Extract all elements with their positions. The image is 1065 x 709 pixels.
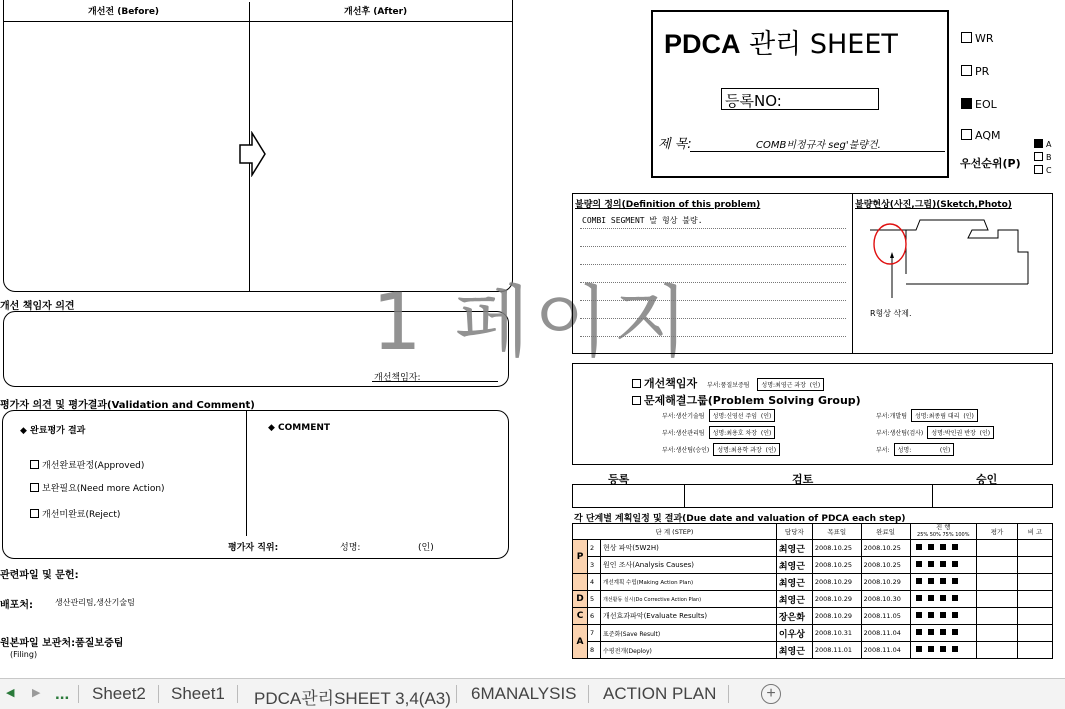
subject-line: [690, 151, 945, 152]
phase-c: C: [573, 608, 588, 625]
approval-divider: [684, 484, 685, 508]
owner-sign-label: 개선책임자:: [374, 373, 421, 383]
distribution-value: 생산관리팀,생산기술팀: [55, 598, 135, 607]
phase-a: A: [573, 625, 588, 659]
sheet-tab-bar: [0, 678, 1065, 709]
after-label: 개선후 (After): [344, 7, 408, 17]
filing-label: (Filing): [10, 650, 38, 659]
before-after-header-line: [4, 21, 512, 22]
more-action-checkbox[interactable]: [30, 483, 39, 492]
tab-pdca-sheet[interactable]: PDCA관리SHEET 3,4(A3): [254, 689, 451, 708]
sketch-title: 불량현상(사진,그림)(Sketch,Photo): [855, 200, 1012, 210]
evaluator-title: 평가자 의견 및 평가결과(Validation and Comment): [0, 400, 255, 411]
steps-title: 각 단계별 계획일정 및 결과(Due date and valuation of PDCA each step): [574, 514, 906, 524]
comment-label: ◆ COMMENT: [268, 423, 331, 433]
phase-d: D: [573, 591, 588, 608]
priority-c[interactable]: C: [1034, 165, 1052, 175]
progress-cell: [910, 540, 976, 557]
pr-checkbox[interactable]: [961, 65, 972, 76]
subject-value: COMB비정규자 seg'불량건.: [756, 140, 881, 151]
approved-checkbox[interactable]: [30, 460, 39, 469]
col-start: 목표일: [812, 524, 861, 540]
more-tabs-button[interactable]: ...: [55, 684, 70, 703]
steps-table: [572, 523, 1053, 659]
option-more-action[interactable]: 보완필요(Need more Action): [30, 481, 165, 494]
approval-register: 등록: [608, 473, 630, 486]
eol-checkbox[interactable]: [961, 98, 972, 109]
progress-cell: [910, 625, 976, 642]
progress-cell: [910, 642, 976, 659]
col-eval: 평가: [977, 524, 1018, 540]
table-row: P 2 현상 파악(5W2H) 최영근 2008.10.25 2008.10.25: [573, 540, 1053, 557]
evaluator-sign-label: 평가자 직위:: [228, 543, 279, 553]
col-owner: 담당자: [776, 524, 812, 540]
priority-a-checkbox[interactable]: [1034, 139, 1043, 148]
tab-6manalysis[interactable]: 6MANALYSIS: [471, 684, 577, 703]
reject-checkbox[interactable]: [30, 509, 39, 518]
option-approved[interactable]: 개선완료판정(Approved): [30, 458, 144, 471]
progress-cell: [910, 557, 976, 574]
table-row: 3 원인 조사(Analysis Causes) 최영근 2008.10.25 2008.10.25: [573, 557, 1053, 574]
col-end: 완료일: [861, 524, 910, 540]
sheet-title: PDCA 관리 SHEET: [664, 29, 898, 60]
member-row: 부서:생산팀(승인) 성명:최용학 과장 (인): [662, 443, 780, 456]
page-watermark: 1 페이지: [372, 278, 693, 368]
table-row: 8 수평전개(Deploy) 최영근 2008.11.01 2008.11.04: [573, 642, 1053, 659]
wr-checkbox[interactable]: [961, 32, 972, 43]
tab-sheet1[interactable]: Sheet1: [171, 684, 225, 703]
scroll-right-icon[interactable]: ▶: [32, 687, 41, 699]
category-wr[interactable]: WR: [961, 32, 994, 45]
tab-sheet2[interactable]: Sheet2: [92, 684, 146, 703]
priority-b-checkbox[interactable]: [1034, 152, 1043, 161]
col-progress: 진 행 25% 50% 75% 100%: [910, 524, 976, 540]
evaluator-name-label: 성명:: [340, 543, 361, 553]
before-label: 개선전 (Before): [88, 7, 160, 17]
priority-a[interactable]: A: [1034, 139, 1051, 149]
group-checkbox[interactable]: [632, 396, 641, 405]
priority-b[interactable]: B: [1034, 152, 1052, 162]
option-reject[interactable]: 개선미완료(Reject): [30, 507, 120, 520]
approval-divider: [932, 484, 933, 508]
owner-opinion-title: 개선 책임자 의견: [0, 301, 75, 312]
leader-row: 개선책임자 부서:품질보증팀 성명:최영근 과장 (인): [632, 375, 824, 391]
col-step: 단 계 (STEP): [573, 524, 777, 540]
distribution-label: 배포처:: [0, 600, 33, 611]
category-pr[interactable]: PR: [961, 65, 989, 78]
original-storage-label: 원본파일 보관처:품질보증팀: [0, 638, 124, 649]
phase-p: P: [573, 540, 588, 574]
owner-sign-line: [372, 381, 498, 382]
member-row: 부서:생산관리팀 성명:최용호 차장 (인): [662, 426, 775, 439]
sketch-drawing-icon: [868, 218, 1033, 308]
problem-def-text: COMBI SEGMENT 발 형상 불량.: [582, 216, 703, 225]
table-row: 4 개선계획 수립(Making Action Plan) 최영근 2008.10.29 2008.10.29: [573, 574, 1053, 591]
category-eol[interactable]: EOL: [961, 98, 997, 111]
tab-action-plan[interactable]: ACTION PLAN: [603, 684, 717, 703]
approval-box: [572, 484, 1053, 508]
category-aqm[interactable]: AQM: [961, 129, 1000, 142]
subject-label: 제 목:: [658, 137, 692, 152]
problem-def-title: 불량의 정의(Definition of this problem): [575, 200, 761, 210]
result-label: ◆ 완료평가 결과: [20, 426, 86, 436]
reg-no-label: 등록NO:: [725, 92, 782, 110]
progress-cell: [910, 591, 976, 608]
evaluator-seal: (인): [418, 543, 434, 553]
table-row: C 6 개선효과파악(Evaluate Results) 장은화 2008.10.29 2008.11.05: [573, 608, 1053, 625]
sketch-note: R형상 삭제.: [870, 309, 912, 318]
problem-lines: [572, 193, 852, 354]
member-row: 부서:생산기술팀 성명:신영선 주임 (인): [662, 409, 775, 422]
related-files-label: 관련파일 및 문헌:: [0, 570, 79, 581]
priority-label: 우선순위(P): [960, 157, 1021, 170]
approval-review: 검토: [792, 473, 814, 486]
problem-divider: [852, 193, 853, 354]
scroll-left-icon[interactable]: ◀: [6, 687, 15, 699]
evaluator-divider: [246, 411, 247, 536]
priority-c-checkbox[interactable]: [1034, 165, 1043, 174]
member-row: 부서: 성명: (인): [876, 443, 954, 456]
member-row: 부서:생산팀(검사) 성명:박인권 반장 (인): [876, 426, 994, 439]
leader-checkbox[interactable]: [632, 379, 641, 388]
table-row: A 7 표준화(Save Result) 이우상 2008.10.31 2008.11.04: [573, 625, 1053, 642]
aqm-checkbox[interactable]: [961, 129, 972, 140]
member-row: 부서:개발팀 성명:최종림 대리 (인): [876, 409, 978, 422]
right-arrow-icon: [238, 131, 268, 177]
col-note: 비 고: [1018, 524, 1053, 540]
table-row: D 5 개선활동 실시(Do Corrective Action Plan) 최영근 2008.10.29 2008.10.30: [573, 591, 1053, 608]
progress-cell: [910, 574, 976, 591]
group-row: 문제해결그룹(Problem Solving Group): [632, 392, 861, 408]
add-sheet-button[interactable]: +: [761, 684, 781, 704]
approval-approve: 승인: [976, 473, 998, 486]
progress-cell: [910, 608, 976, 625]
